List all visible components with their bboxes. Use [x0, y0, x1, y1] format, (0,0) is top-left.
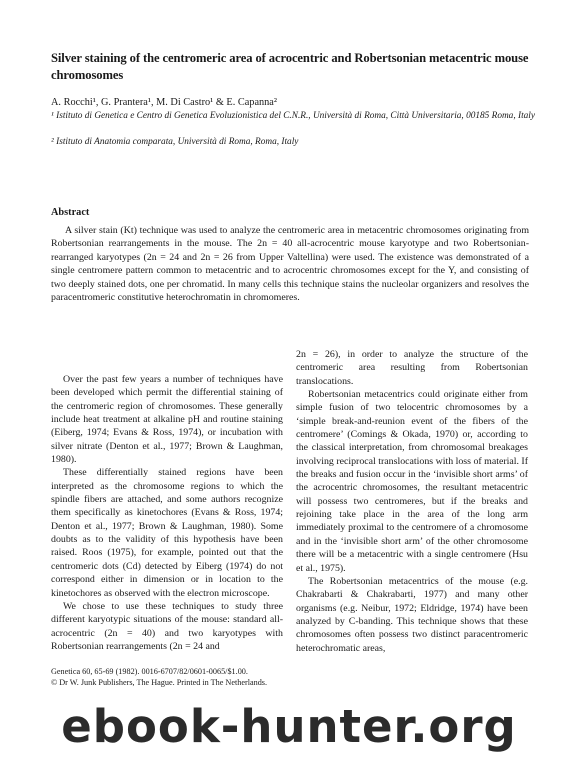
body-paragraph: Over the past few years a number of techniques have been developed which permit the differential staining of the centromeric region of chromosomes. These generally include heat treatment at alkaline pH and routine staining (Eiberg, 1974; Evans & Ross, 1974), or incubation with silver nitrate (Denton et al., 1977; Brown & Laughman, 1980).: [51, 374, 283, 466]
watermark: ebook-hunter.org: [61, 699, 517, 753]
affiliation-1: ¹ Istituto di Genetica e Centro di Genetica Evoluzionistica del C.N.R., Università di Roma, Città Universitaria, 00185 Roma, Italy: [51, 111, 536, 121]
body-paragraph: These differentially stained regions have been interpreted as the chromosome regions to which the spindle fibers are attached, and some authors recognize them specifically as kinetochores (Evans & Ross, 1974; Denton et al., 1977; Brown & Laughman, 1980). Some doubts as to the validity of this hypothesis have been raised. Roos (1975), for example, pointed out that the centromeric dots (Cd) detected by Eiberg (1974) do not correspond either in dimension or in location to the kinetochores as observed with the electron microscope.: [51, 467, 283, 599]
journal-citation: Genetica 60, 65-69 (1982). 0016-6707/82/0601-0065/$1.00.: [51, 667, 248, 676]
abstract-text: A silver stain (Kt) technique was used to analyze the centromeric area in metacentric chromosomes originating from Robertsonian rearrangements in the mouse. The 2n = 40 all-acrocentric mouse karyotype and two Robertsonian-rearranged karyotypes (2n = 24 and 2n = 26 from Upper Valtellina) were used. The existence was demonstrated of a single centromere pattern common to metacentric and to acrocentric chromosomes except for the Y, and consisting of two deeply stained dots, one per chromatid. In many cells this technique stains the nucleolar organizers and resolves the paracentromeric constitutive heterochromatin in chromomeres.: [51, 225, 529, 304]
page-footer: [51, 666, 267, 688]
abstract-heading: Abstract: [51, 207, 90, 218]
body-paragraph: Robertsonian metacentrics could originate either from simple fusion of two telocentric chromosomes by a ‘simple break-and-reunion event of the fibers of the centromere’ (Comings & Okada, 1970) or, according to the classical interpretation, from chromosomal breakages involving reciprocal translocations with loss of material. If the breaks and fusion occur in the ‘invisible short arms’ of the acrocentric chromosomes, the resultant metacentric will possess two centromeres, but if the breaks and rejoining take place in the area of the long arm immediately proximal to the centromere of a chromosome and in the ‘invisible short arm’ of the other chromosome there will be a metacentric with a single centromere (Hsu et al., 1975).: [296, 389, 528, 574]
body-paragraph: We chose to use these techniques to study three different karyotypic situations of the mouse: standard all-acrocentric (2n = 40) and two karyotypes with Robertsonian rearrangements (2n = 24 and: [51, 600, 283, 652]
author-list: A. Rocchi¹, G. Prantera¹, M. Di Castro¹ & E. Capanna²: [51, 97, 277, 108]
body-right-column: [296, 348, 528, 655]
affiliation-2: ² Istituto di Anatomia comparata, Università di Roma, Roma, Italy: [51, 137, 299, 147]
body-left-column: [51, 373, 283, 653]
body-paragraph-continuation: 2n = 26), in order to analyze the structure of the centromeric area resulting from Robertsonian translocations.: [296, 349, 528, 387]
copyright-notice: © Dr W. Junk Publishers, The Hague. Printed in The Netherlands.: [51, 678, 268, 687]
paper-title: Silver staining of the centromeric area of acrocentric and Robertsonian metacentric mouse chromosomes: [51, 51, 529, 82]
body-paragraph: The Robertsonian metacentrics of the mouse (e.g. Chakrabarti & Chakrabarti, 1977) and many other organisms (e.g. Neibur, 1972; Eldridge, 1974) have been analyzed by C-banding. This technique shows that these chromosomes often possess two distinct paracentromeric heterochromatic areas,: [296, 575, 528, 654]
